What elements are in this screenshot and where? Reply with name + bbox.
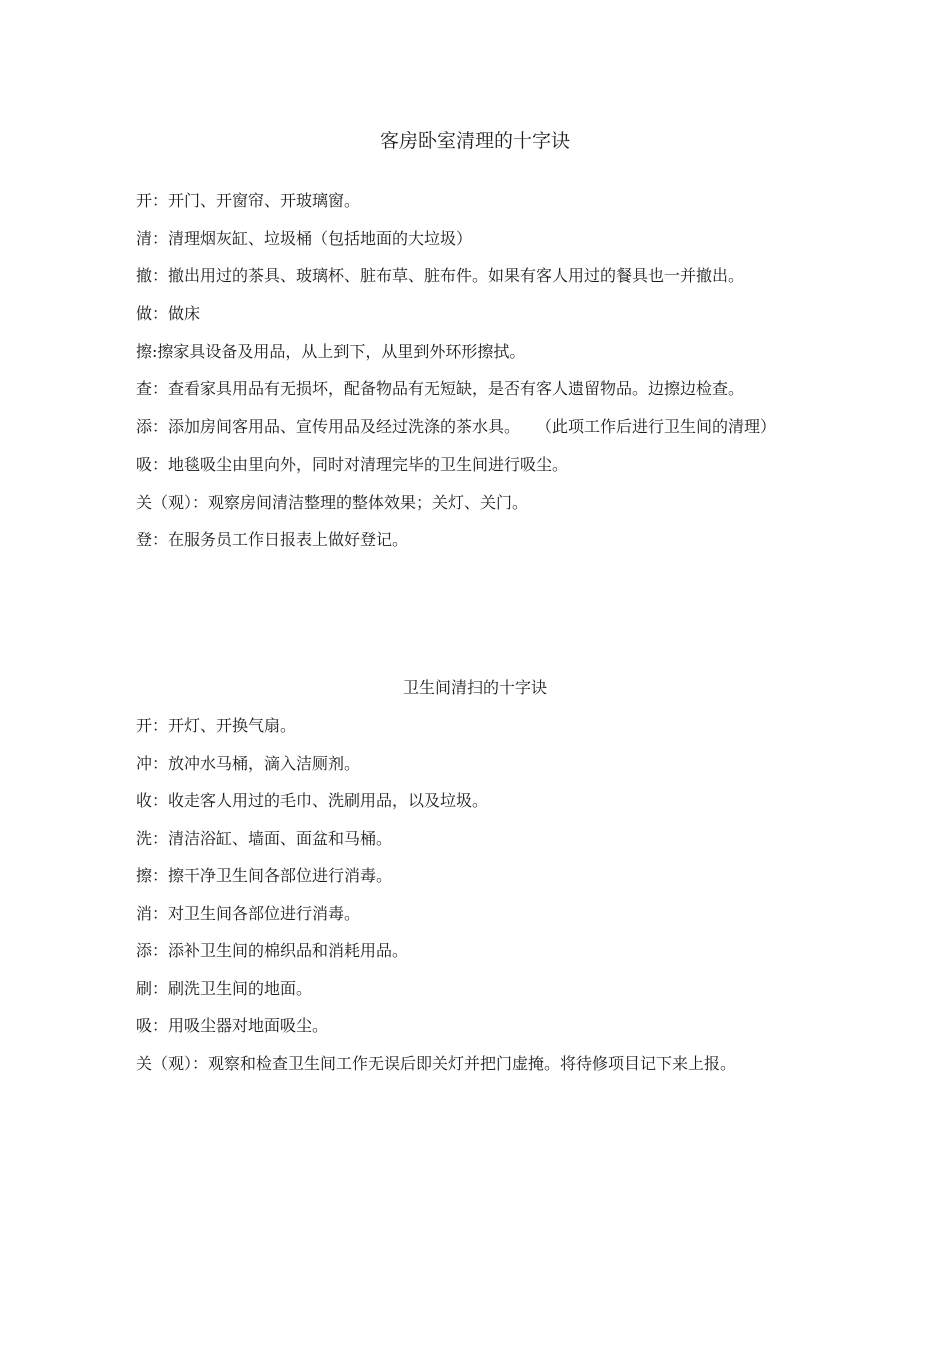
list-item-text: 关（观）：观察和检查卫生间工作无误后即关灯并把门虚掩。将待修项目记下来上报。: [136, 1053, 737, 1073]
list-item-text: 擦:擦家具设备及用品，从上到下，从里到外环形擦拭。: [136, 341, 526, 361]
list-item: [136, 790, 816, 812]
list-item: [136, 378, 816, 400]
list-item-text: 关（观）：观察房间清洁整理的整体效果；关灯、关门。: [136, 492, 529, 512]
list-item-text: 擦：擦干净卫生间各部位进行消毒。: [136, 866, 393, 885]
list-item-text: 查：查看家具用品有无损坏，配备物品有无短缺，是否有客人遗留物品。边擦边检查。: [136, 379, 745, 398]
list-item-text: 冲：放冲水马桶，滴入洁厕剂。: [136, 753, 361, 773]
list-item: [136, 903, 816, 925]
list-item: [136, 303, 816, 325]
list-item-text: 刷：刷洗卫生间的地面。: [136, 978, 313, 998]
section-title-bedroom: 客房卧室清理的十字诀: [379, 130, 570, 152]
list-item-text: 做：做床: [136, 304, 201, 323]
list-item: [136, 753, 816, 775]
list-item-text: 清：清理烟灰缸、垃圾桶（包括地面的大垃圾）: [136, 228, 473, 248]
section-title-bathroom: 卫生间清扫的十字诀: [402, 678, 547, 697]
list-item: [136, 940, 816, 962]
list-item: [136, 190, 816, 212]
list-item: [136, 1053, 816, 1075]
list-item-text: 添：添加房间客用品、宣传用品及经过洗涤的茶水具。 （此项工作后进行卫生间的清理）: [136, 417, 777, 436]
list-item-text: 开：开门、开窗帘、开玻璃窗。: [136, 191, 361, 210]
bathroom-cleaning-list: [136, 715, 816, 1091]
list-item-text: 消：对卫生间各部位进行消毒。: [136, 903, 361, 923]
list-item: [136, 416, 816, 438]
list-item: [136, 454, 816, 476]
list-item: [136, 228, 816, 250]
bedroom-cleaning-list: [136, 190, 816, 567]
list-item: [136, 265, 816, 287]
list-item: [136, 865, 816, 887]
list-item-text: 吸：地毯吸尘由里向外，同时对清理完毕的卫生间进行吸尘。: [136, 455, 569, 474]
list-item: [136, 492, 816, 514]
list-item-text: 洗：清洁浴缸、墙面、面盆和马桶。: [136, 828, 393, 848]
list-item-text: 吸：用吸尘器对地面吸尘。: [136, 1016, 329, 1035]
list-item: [136, 1015, 816, 1037]
list-item-text: 登：在服务员工作日报表上做好登记。: [136, 530, 409, 549]
list-item-text: 撤：撤出用过的茶具、玻璃杯、脏布草、脏布件。如果有客人用过的餐具也一并撤出。: [136, 266, 745, 285]
list-item: [136, 828, 816, 850]
list-item: [136, 529, 816, 551]
list-item: [136, 715, 816, 737]
list-item: [136, 341, 816, 363]
list-item: [136, 978, 816, 1000]
list-item-text: 开：开灯、开换气扇。: [136, 716, 297, 735]
list-item-text: 收：收走客人用过的毛巾、洗刷用品，以及垃圾。: [136, 791, 489, 810]
list-item-text: 添：添补卫生间的棉织品和消耗用品。: [136, 941, 409, 960]
